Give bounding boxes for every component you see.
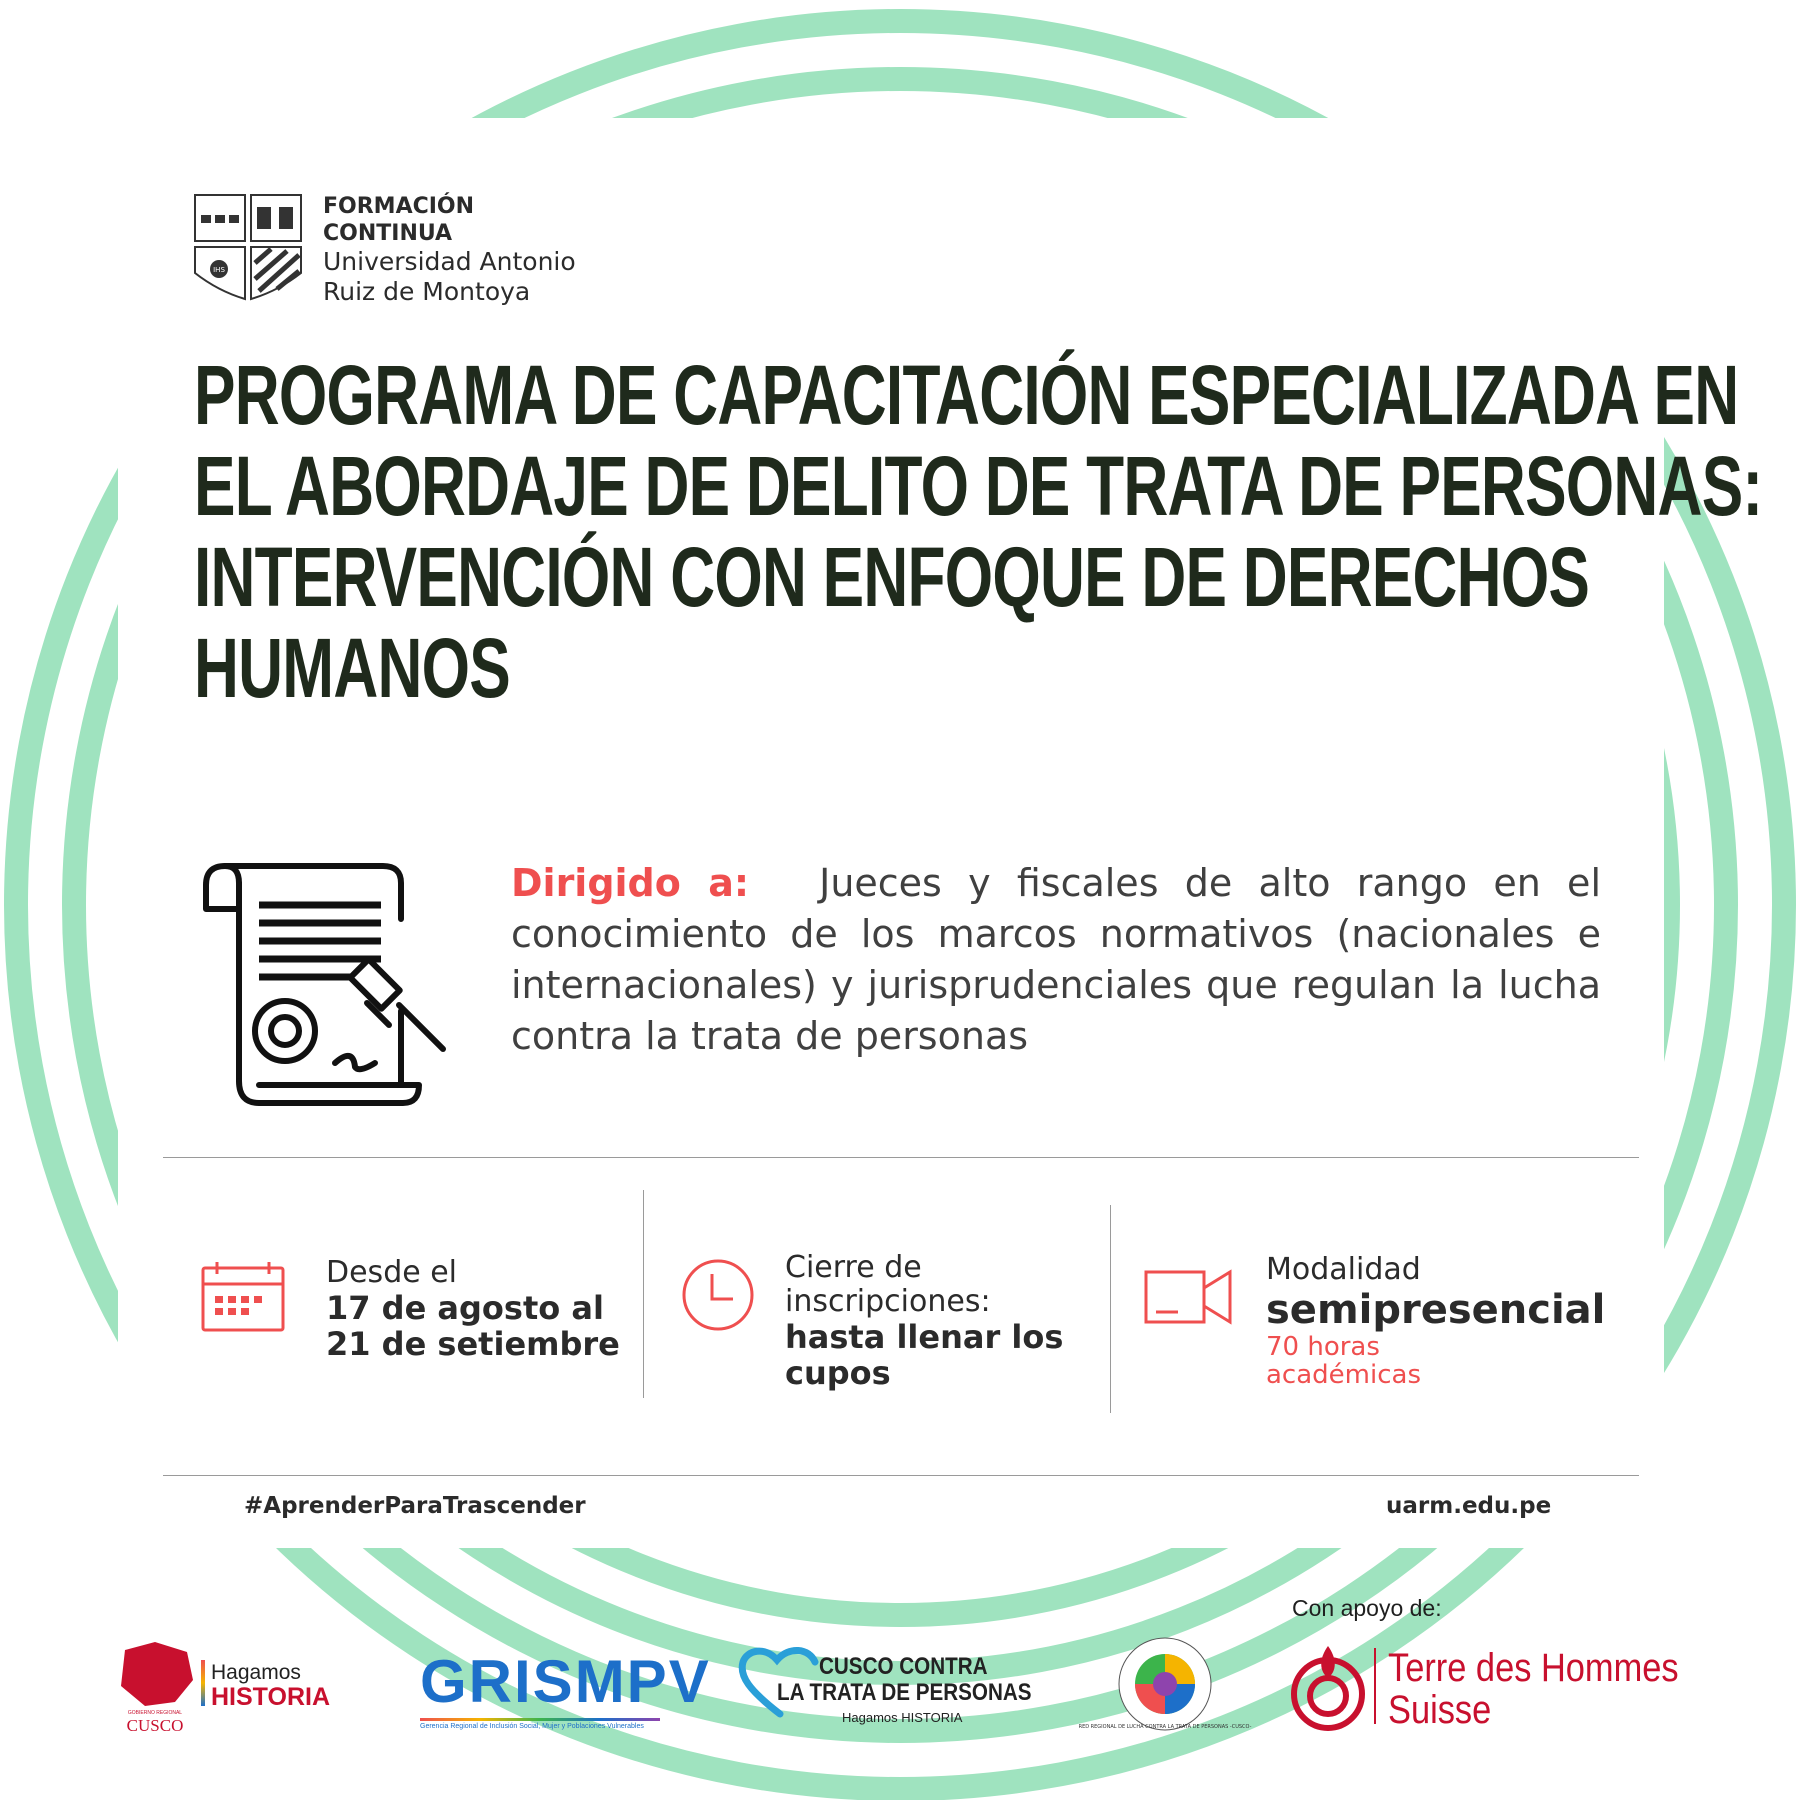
hours-line-1: 70 horas: [1266, 1332, 1380, 1362]
title-line-3: INTERVENCIÓN CON ENFOQUE DE DERECHOS: [194, 530, 1590, 624]
closing-intro-2: inscripciones:: [785, 1284, 991, 1319]
seal-initials: IHS: [213, 266, 225, 274]
dates-line-2: 21 de setiembre: [326, 1325, 620, 1363]
divider-bottom: [163, 1475, 1639, 1476]
hagamos-word: Hagamos: [211, 1661, 301, 1684]
tdh-flame-icon: [1288, 1644, 1368, 1730]
website-url[interactable]: uarm.edu.pe: [1386, 1493, 1552, 1519]
gobierno-cusco-logo: [115, 1640, 365, 1740]
closing-line-1: hasta llenar los: [785, 1318, 1064, 1356]
logo-line-continua: CONTINUA: [323, 221, 453, 246]
legal-document-icon: [203, 863, 453, 1108]
target-audience: [511, 858, 1601, 1062]
cusco-contra-trata-logo: [737, 1642, 1057, 1732]
modality-value: semipresencial: [1266, 1287, 1606, 1333]
historia-word: HISTORIA: [211, 1683, 330, 1711]
hashtag: #AprenderParaTrascender: [244, 1493, 586, 1519]
terre-des-hommes-logo: [1288, 1640, 1688, 1740]
university-name: [323, 193, 576, 307]
cusco-contra-line-3: Hagamos HISTORIA: [842, 1710, 963, 1725]
support-label: Con apoyo de:: [1292, 1595, 1442, 1621]
closing-block: [785, 1251, 1063, 1391]
gob-small-text: GOBIERNO REGIONAL: [127, 1710, 183, 1716]
title-line-1: PROGRAMA DE CAPACITACIÓN ESPECIALIZADA EN: [194, 348, 1739, 442]
tdh-separator: [1374, 1648, 1376, 1724]
dates-line-1: 17 de agosto al: [326, 1289, 604, 1327]
university-shield-logo: [193, 193, 303, 303]
divider-top: [163, 1157, 1639, 1158]
grismpv-rainbow-bar: [420, 1718, 660, 1721]
title-line-4: HUMANOS: [194, 621, 510, 715]
cusco-map-icon: [115, 1640, 195, 1710]
modality-intro: Modalidad: [1266, 1252, 1421, 1287]
calendar-icon: [201, 1260, 285, 1332]
grismpv-subtitle: Gerencia Regional de Inclusión Social, Mujer y Poblaciones Vulnerables: [420, 1723, 644, 1730]
hagamos-bar: [201, 1660, 205, 1706]
closing-line-2: cupos: [785, 1354, 891, 1392]
program-title: [194, 348, 1763, 715]
tdh-name-line-1: Terre des Hommes: [1388, 1646, 1679, 1690]
content-card: [118, 118, 1763, 1548]
video-camera-icon: [1144, 1268, 1234, 1326]
red-seal-text: RED REGIONAL DE LUCHA CONTRA LA TRATA DE PERSONAS -CUSCO-: [1078, 1724, 1252, 1730]
dates-block: [326, 1256, 620, 1362]
tdh-name-line-2: Suisse: [1388, 1688, 1492, 1732]
dates-intro: Desde el: [326, 1255, 458, 1290]
gob-city-text: CUSCO: [126, 1716, 184, 1735]
cusco-contra-line-1: CUSCO CONTRA: [819, 1653, 988, 1680]
modality-block: [1266, 1253, 1605, 1389]
logo-line-universidad: Universidad Antonio: [323, 247, 576, 276]
target-audience-text: Jueces y fiscales de alto rango en el conocimiento de los marcos normativos (nacionales e internacionales) y jurisprudenciales que regulan la lucha contra la trata de personas: [511, 861, 1601, 1058]
logo-line-montoya: Ruiz de Montoya: [323, 277, 531, 306]
red-regional-seal-logo: [1078, 1636, 1252, 1732]
logo-line-formacion: FORMACIÓN: [323, 194, 475, 219]
closing-intro-1: Cierre de: [785, 1250, 922, 1285]
divider-vertical-2: [1110, 1205, 1111, 1413]
cusco-contra-line-2: LA TRATA DE PERSONAS: [777, 1679, 1032, 1706]
divider-vertical-1: [643, 1190, 644, 1398]
title-line-2: EL ABORDAJE DE DELITO DE TRATA DE PERSONAS:: [194, 439, 1763, 533]
clock-icon: [681, 1258, 755, 1332]
hours-line-2: académicas: [1266, 1360, 1421, 1390]
grismpv-word: GRISMPV: [420, 1648, 711, 1715]
target-audience-label: Dirigido a:: [511, 861, 750, 905]
grismpv-logo: [420, 1648, 711, 1730]
